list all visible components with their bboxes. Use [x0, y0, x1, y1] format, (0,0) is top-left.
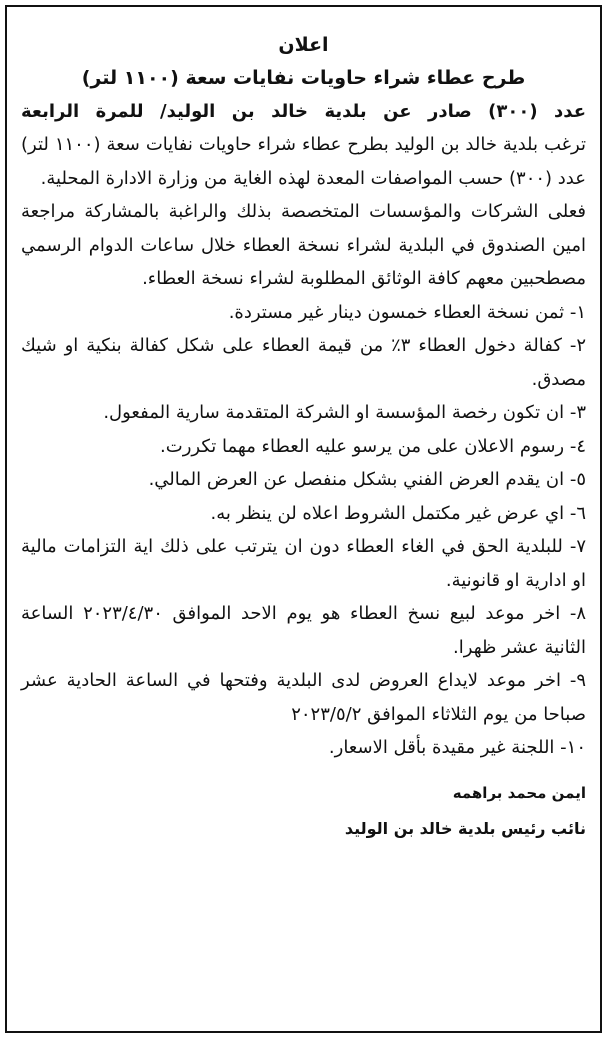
notice-subtitle-line1: طرح عطاء شراء حاويات نفايات سعة (١١٠٠ لتر) — [81, 67, 526, 89]
condition-item: ١٠- اللجنة غير مقيدة بأقل الاسعار. — [328, 737, 586, 758]
notice-heading: اعلان — [278, 34, 329, 56]
condition-item: ٩- اخر موعد لايداع العروض لدى البلدية وفتحها في الساعة الحادية عشر صباحا من يوم الثلاثاء الموافق ٢٠٢٣/٥/٢ — [21, 670, 586, 725]
condition-item: ٧- للبلدية الحق في الغاء العطاء دون ان يترتب على ذلك اية التزامات مالية او ادارية او قانونية. — [21, 536, 586, 591]
conditions-list — [21, 296, 586, 765]
condition-item: ٦- اي عرض غير مكتمل الشروط اعلاه لن ينظر به. — [210, 502, 586, 524]
notice-intro-paragraph: ترغب بلدية خالد بن الوليد بطرح عطاء شراء حاويات نفايات سعة (١١٠٠ لتر) عدد (٣٠٠) حسب المواصفات المعدة لهذه الغاية من وزارة الادارة المحلية. — [21, 134, 586, 189]
condition-item: ٨- اخر موعد لبيع نسخ العطاء هو يوم الاحد الموافق ٢٠٢٣/٤/٣٠ الساعة الثانية عشر ظهرا. — [21, 603, 586, 658]
condition-item: ٥- ان يقدم العرض الفني بشكل منفصل عن العرض المالي. — [148, 469, 586, 490]
condition-item: ٤- رسوم الاعلان على من يرسو عليه العطاء مهما تكررت. — [160, 435, 586, 457]
signatory-name: ايمن محمد براهمه — [452, 783, 586, 802]
condition-item: ٢- كفالة دخول العطاء ٣٪ من قيمة العطاء على شكل كفالة بنكية او شيك مصدق. — [21, 335, 587, 390]
notice-call-paragraph: فعلى الشركات والمؤسسات المتخصصة بذلك والراغبة بالمشاركة مراجعة امين الصندوق في البلدية لشراء نسخة العطاء خلال ساعات الدوام الرسمي مصطحبين معهم كافة الوثائق المطلوبة لشراء نسخة العطاء. — [21, 201, 586, 289]
notice-frame — [5, 5, 602, 1033]
signatory-title: نائب رئيس بلدية خالد بن الوليد — [344, 818, 586, 838]
condition-item: ١- ثمن نسخة العطاء خمسون دينار غير مستردة. — [228, 301, 586, 323]
condition-item: ٣- ان تكون رخصة المؤسسة او الشركة المتقدمة سارية المفعول. — [103, 402, 586, 423]
signature-block — [21, 775, 586, 847]
notice-subtitle-line2: عدد (٣٠٠) صادر عن بلدية خالد بن الوليد/ للمرة الرابعة — [21, 101, 586, 122]
